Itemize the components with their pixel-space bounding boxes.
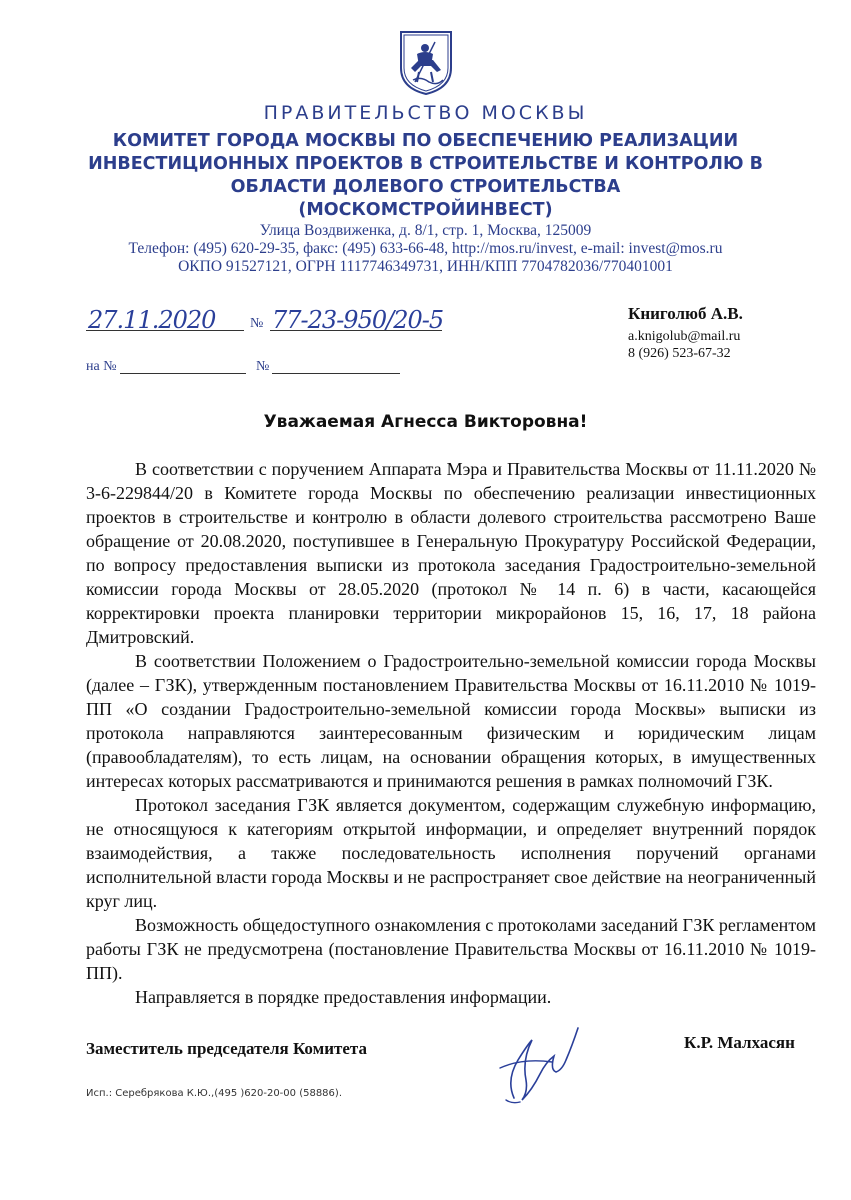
executor-note: Исп.: Серебрякова К.Ю.,(495 )620-20-00 (58886). (86, 1088, 342, 1099)
paragraph: Протокол заседания ГЗК является документом, содержащим служебную информацию, не относящуюся к категориям открытой информации, и определяет внутренний порядок взаимодействия, а также последовательность исполнения поручений органами исполнительной власти города Москвы и не распространяет свое действие на неограниченный круг лиц. (86, 795, 816, 911)
committee-name (60, 130, 791, 222)
government-title: ПРАВИТЕЛЬСТВО МОСКВЫ (263, 102, 588, 124)
reference-number-underline (272, 373, 400, 374)
registration-number: 77-23-950/20-5 (272, 306, 444, 334)
committee-line: КОМИТЕТ ГОРОДА МОСКВЫ ПО ОБЕСПЕЧЕНИЮ РЕАЛИЗАЦИИ (112, 131, 739, 151)
paragraph: В соответствии с поручением Аппарата Мэра и Правительства Москвы от 11.11.2020 № 3-6-229844/20 в Комитете города Москвы по обеспечению реализации инвестиционных проектов в строительстве и контролю в области долевого строительства рассмотрено Ваше обращение от 20.08.2020, поступившее в Генеральную Прокуратуру Российской Федерации, по вопросу предоставления выписки из протокола заседания Градостроительно-земельной комиссии города Москвы от 28.05.2020 (протокол № 14 п. 6) в части, касающейся корректировки проекта планировки территории микрорайонов 15, 16, 17, 18 района Дмитровский. (86, 459, 816, 647)
committee-line: (МОСКОМСТРОЙИНВЕСТ) (298, 200, 553, 220)
reference-number-label: № (256, 359, 270, 374)
signatory-position: Заместитель председателя Комитета (86, 1039, 367, 1058)
recipient-email: a.knigolub@mail.ru (628, 329, 741, 344)
committee-line: ИНВЕСТИЦИОННЫХ ПРОЕКТОВ В СТРОИТЕЛЬСТВЕ И КОНТРОЛЮ В (88, 154, 763, 174)
paragraph: Направляется в порядке предоставления информации. (135, 987, 552, 1007)
paragraph: В соответствии Положением о Градостроительно-земельной комиссии города Москвы (далее – ГЗК), утвержденным постановлением Правительства Москвы от 16.11.2010 № 1019-ПП «О создании Градостроительно-земельной комиссии города Москвы» выписки из протокола направляются заинтересованным физическим и юридическим лицам (правообладателям), то есть лицам, на основании обращения которых, в имущественных интересах которых рассматриваются и принимаются решения в рамках полномочий ГЗК. (86, 651, 816, 791)
salutation: Уважаемая Агнесса Викторовна! (263, 412, 588, 432)
committee-line: ОБЛАСТИ ДОЛЕВОГО СТРОИТЕЛЬСТВА (230, 177, 621, 197)
reference-date-underline (120, 373, 246, 374)
registration-date: 27.11.2020 (88, 306, 216, 334)
handwritten-signature-icon (492, 1020, 592, 1105)
moscow-coat-of-arms-icon (397, 28, 455, 96)
contacts-line: Телефон: (495) 620-29-35, факс: (495) 633-66-48, http://mos.ru/invest, e-mail: invest@mos.ru (128, 240, 723, 257)
recipient-phone: 8 (926) 523-67-32 (628, 346, 731, 361)
address-line: Улица Воздвиженка, д. 8/1, стр. 1, Москва, 125009 (259, 222, 592, 239)
letter-body (86, 457, 816, 1009)
number-label: № (250, 316, 264, 331)
paragraph: Возможность общедоступного ознакомления с протоколами заседаний ГЗК регламентом работы ГЗК не предусмотрена (постановление Правительства Москвы от 16.11.2010 № 1019-ПП). (86, 915, 816, 983)
registry-line: ОКПО 91527121, ОГРН 1117746349731, ИНН/КПП 7704782036/770401001 (178, 258, 673, 275)
reference-label: на № (86, 359, 117, 374)
recipient-name: Книголюб А.В. (628, 304, 743, 323)
signatory-name: К.Р. Малхасян (684, 1033, 795, 1052)
